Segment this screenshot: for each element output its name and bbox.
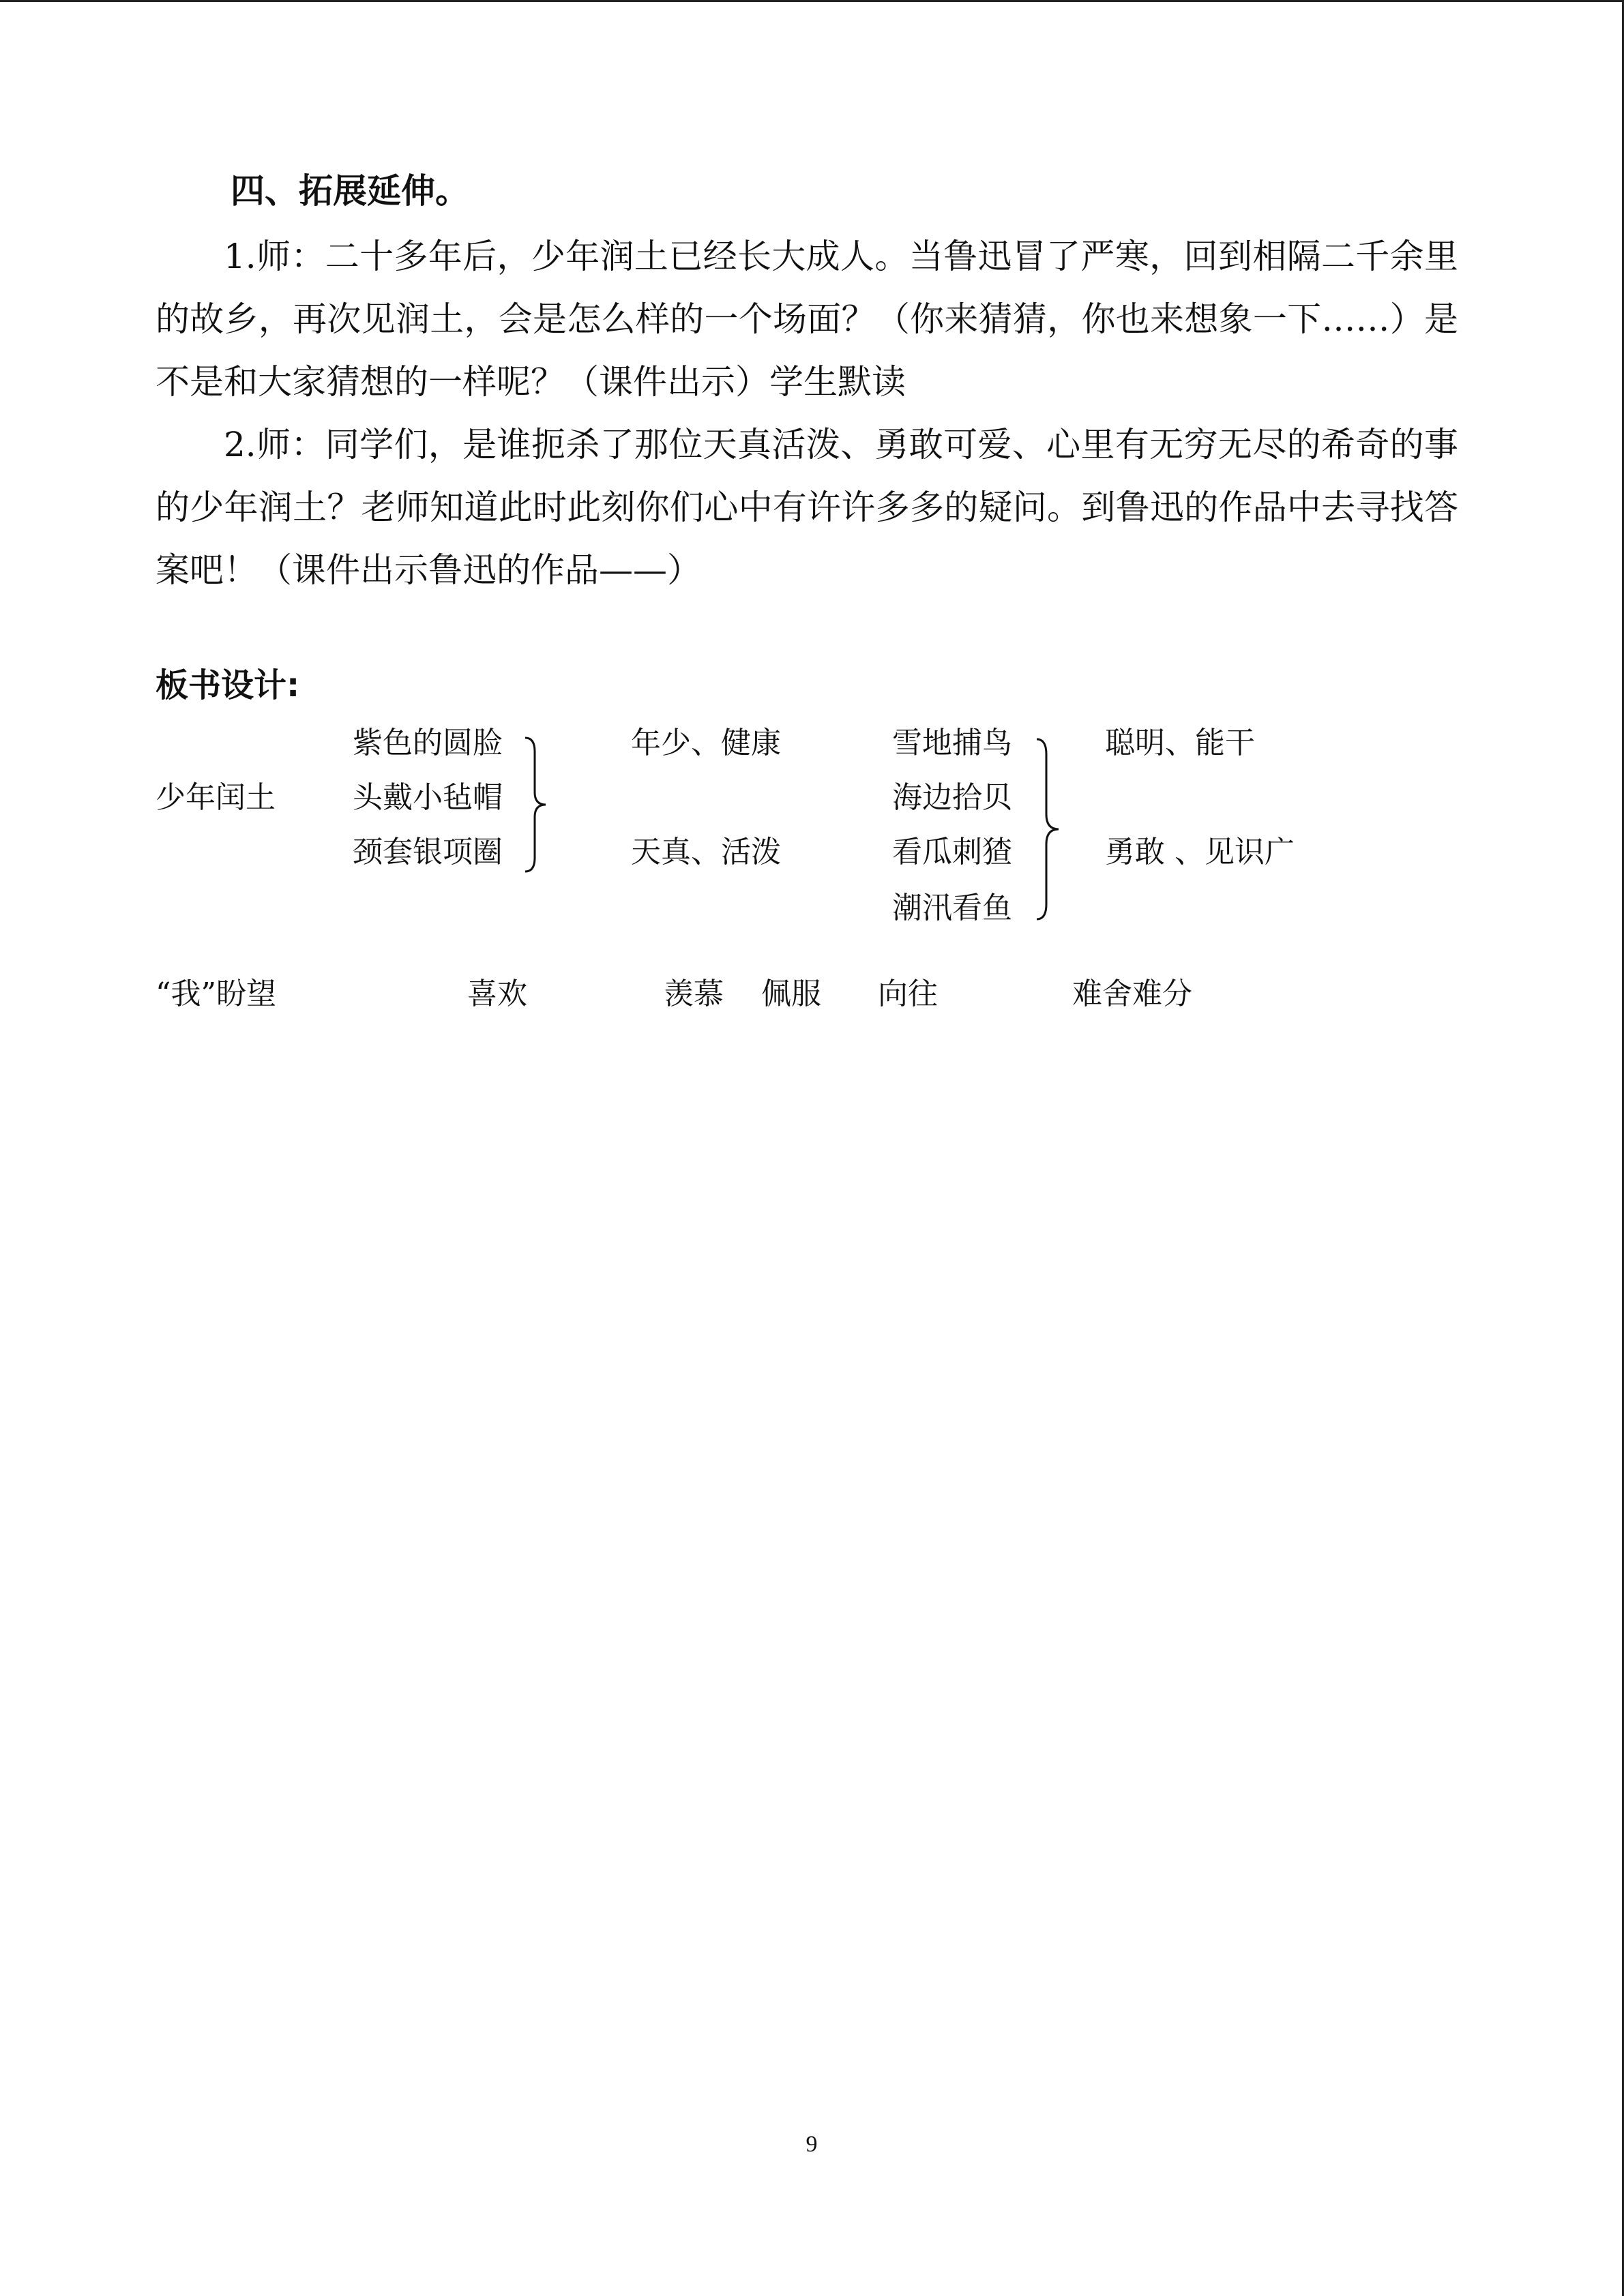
section-body xyxy=(156,225,1458,601)
feeling-item-3: 羡慕 xyxy=(664,976,724,1011)
events-brace xyxy=(1029,738,1069,921)
section-heading: 四、拓展延伸。 xyxy=(231,171,469,211)
page-top-border xyxy=(0,0,1624,2)
trait-a-1: 年少、健康 xyxy=(631,726,781,760)
feeling-item-1: “我”盼望 xyxy=(156,976,276,1011)
page-number: 9 xyxy=(806,2132,818,2157)
feeling-item-4: 佩服 xyxy=(761,976,821,1011)
feeling-item-2: 喜欢 xyxy=(467,976,527,1011)
feeling-item-6: 难舍难分 xyxy=(1072,976,1192,1011)
trait-b-1: 聪明、能干 xyxy=(1105,726,1255,760)
event-item-1: 雪地捕鸟 xyxy=(892,726,1012,760)
appearance-item-2: 头戴小毡帽 xyxy=(353,780,503,815)
appearance-brace xyxy=(518,736,559,873)
paragraph-1: 1.师：二十多年后，少年润土已经长大成人。当鲁迅冒了严寒，回到相隔二千余里的故乡，再次见润土，会是怎么样的一个场面？（你来猜猜，你也来想象一下……）是不是和大家猜想的一样呢？（课件出示）学生默读 xyxy=(156,237,1458,402)
trait-b-2: 勇敢 、见识广 xyxy=(1105,835,1295,869)
event-item-3: 看瓜刺猹 xyxy=(892,835,1012,869)
event-item-2: 海边拾贝 xyxy=(892,780,1012,815)
appearance-item-3: 颈套银项圈 xyxy=(353,835,503,869)
board-subject: 少年闰土 xyxy=(156,780,276,815)
appearance-item-1: 紫色的圆脸 xyxy=(353,726,503,760)
feeling-item-5: 向往 xyxy=(878,976,938,1011)
event-item-4: 潮汛看鱼 xyxy=(892,891,1012,925)
trait-a-2: 天真、活泼 xyxy=(631,835,781,869)
paragraph-2: 2.师：同学们，是谁扼杀了那位天真活泼、勇敢可爱、心里有无穷无尽的希奇的事的少年润土？老师知道此时此刻你们心中有许许多多的疑问。到鲁迅的作品中去寻找答案吧！（课件出示鲁迅的作品——） xyxy=(156,425,1458,590)
board-design-title: 板书设计: xyxy=(156,666,300,704)
